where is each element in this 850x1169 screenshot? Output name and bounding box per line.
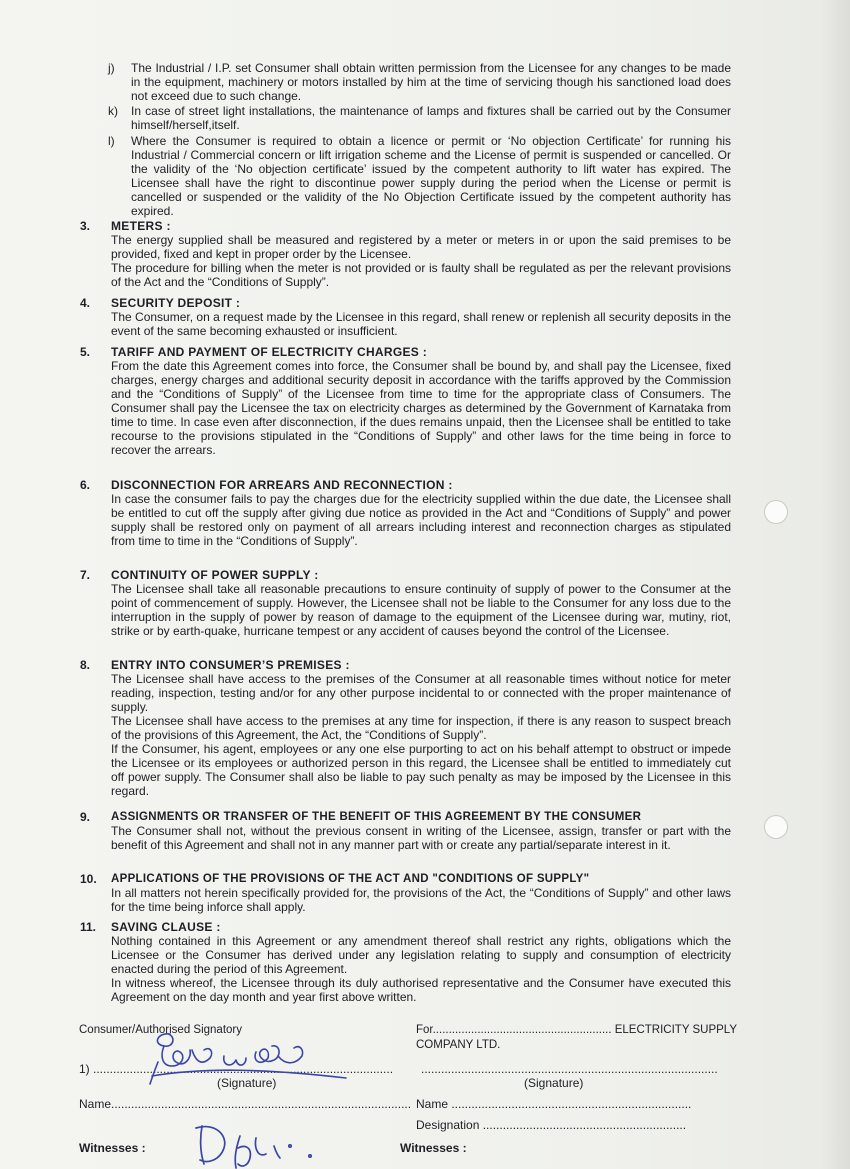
section-continuity xyxy=(80,568,731,638)
clause-text: The Industrial / I.P. set Consumer shall obtain written permission from the Licensee for any changes to be made in the equipment, machinery or motors installed by him at the time of servicing though his sanctioned load does not exceed due to such change. xyxy=(131,61,731,103)
page-edge-shadow xyxy=(820,0,850,1169)
section-paragraph: In all matters not herein specifically provided for, the provisions of the Act, the “Conditions of Supply” and other laws for the time being inforce shall apply. xyxy=(111,886,731,914)
clause-item-l xyxy=(108,134,731,218)
clause-item-j xyxy=(108,61,731,103)
section-tariff xyxy=(80,345,731,457)
licensee-signature-label: (Signature) xyxy=(524,1076,584,1090)
licensee-designation-line: Designation ............................................................. xyxy=(416,1118,687,1132)
consumer-signature-label: (Signature) xyxy=(217,1076,277,1090)
section-assignments xyxy=(80,810,731,852)
section-heading: SECURITY DEPOSIT : xyxy=(111,296,241,310)
section-applications xyxy=(80,872,731,914)
section-saving-clause xyxy=(80,920,731,1004)
section-heading: APPLICATIONS OF THE PROVISIONS OF THE ACT AND "CONDITIONS OF SUPPLY" xyxy=(111,873,590,885)
section-heading: TARIFF AND PAYMENT OF ELECTRICITY CHARGES : xyxy=(111,345,428,359)
consumer-handwritten-signature xyxy=(140,1022,370,1088)
punch-hole xyxy=(764,500,788,524)
section-heading: ASSIGNMENTS OR TRANSFER OF THE BENEFIT OF THIS AGREEMENT BY THE CONSUMER xyxy=(111,811,642,823)
section-number: 11. xyxy=(80,920,97,934)
section-paragraph: The Licensee shall have access to the premises of the Consumer at all reasonable times without notice for meter reading, inspection, testing and/or for any other purpose incidental to or connected with the proper maintenance of supply. xyxy=(111,672,731,714)
consumer-witnesses-label: Witnesses : xyxy=(79,1141,146,1155)
section-security-deposit xyxy=(80,296,731,338)
section-paragraph: Nothing contained in this Agreement or any amendment thereof shall restrict any rights, obligations which the Licensee or the Consumer has derived under any legislation relating to supply and consumption of electricity enacted during the period of this Agreement. xyxy=(111,934,731,976)
licensee-for-line: For........................................................ ELECTRICITY SUPPLY xyxy=(416,1024,738,1036)
section-number: 4. xyxy=(80,296,91,310)
clause-text: In case of street light installations, the maintenance of lamps and fixtures shall be carried out by the Consumer himself/herself,itself. xyxy=(131,104,731,132)
section-heading: SAVING CLAUSE : xyxy=(111,920,221,934)
licensee-witnesses-label: Witnesses : xyxy=(400,1141,467,1155)
section-number: 7. xyxy=(80,568,91,582)
section-entry-premises xyxy=(80,658,731,798)
section-paragraph: The Licensee shall have access to the premises at any time for inspection, if there is any reason to suspect breach of the provisions of this Agreement, the Act, the “Conditions of Supply”. xyxy=(111,714,731,742)
clause-letter: l) xyxy=(108,134,115,148)
section-paragraph: In witness whereof, the Licensee through its duly authorised representative and the Consumer have executed this Agreement on the day month and year first above written. xyxy=(111,976,731,1004)
licensee-name-line: Name ........................................................................ xyxy=(416,1097,692,1111)
section-disconnection xyxy=(80,478,731,548)
section-number: 5. xyxy=(80,345,91,359)
clause-letter: j) xyxy=(108,61,115,75)
section-heading: DISCONNECTION FOR ARREARS AND RECONNECTION : xyxy=(111,478,453,492)
section-meters xyxy=(80,219,731,289)
section-paragraph: In case the consumer fails to pay the charges due for the electricity supplied within the due date, the Licensee shall be entitled to cut off the supply after giving due notice as provided in the Act and “Conditions of Supply” and power supply shall be restored only on payment of all arrears including interest and reconnection charges as stipulated from time to time in the “Conditions of Supply”. xyxy=(111,492,731,548)
section-number: 8. xyxy=(80,658,91,672)
section-paragraph: If the Consumer, his agent, employees or any one else purporting to act on his behalf attempt to obstruct or impede the Licensee or its employees or authorized person in this regard, the Licensee shall be entitled to immediately cut off power supply. The Consumer shall also be liable to pay such penalty as may be imposed by the Licensee in this regard. xyxy=(111,742,731,798)
section-paragraph: The Licensee shall take all reasonable precautions to ensure continuity of supply of power to the Consumer at the point of commencement of supply. However, the Licensee shall not be liable to the Consumer for any loss due to the interruption in the supply of power by reason of damage to the equipment of the Licensee during war, mutiny, riot, strike or by earth-quake, hurricane tempest or any accident of causes beyond the control of the Licensee. xyxy=(111,582,731,638)
section-paragraph: The energy supplied shall be measured and registered by a meter or meters in or upon the said premises to be provided, fixed and kept in proper order by the Licensee. xyxy=(111,233,731,261)
section-heading: CONTINUITY OF POWER SUPPLY : xyxy=(111,568,319,582)
consumer-name-line: Name.......................................................................................... xyxy=(79,1097,412,1111)
licensee-signature-line: ......................................................................................... xyxy=(421,1062,718,1076)
punch-hole xyxy=(764,815,788,839)
section-paragraph: The procedure for billing when the meter is not provided or is faulty shall be regulated as per the relevant provisions of the Act and the “Conditions of Supply”. xyxy=(111,261,731,289)
section-number: 6. xyxy=(80,478,91,492)
section-number: 3. xyxy=(80,219,91,233)
section-heading: METERS : xyxy=(111,219,171,233)
clause-letter: k) xyxy=(108,104,118,118)
clause-text: Where the Consumer is required to obtain a licence or permit or ‘No objection Certificate’ for running his Industrial / Commercial concern or lift irrigation scheme and the License of permit is suspended or cancelled. Or the validity of the ‘No objection certificate’ issued by the competent authority to lift water has expired. The Licensee shall have the right to discontinue power supply during the period when the License or permit is cancelled or suspended or the validity of the No Objection Certificate issued by the competent authority has expired. xyxy=(131,134,731,218)
consumer-signature-line: 1) .......................................................................................... xyxy=(79,1062,394,1076)
section-number: 9. xyxy=(80,810,91,824)
witness-handwritten-signature xyxy=(186,1118,336,1169)
licensee-company-name: COMPANY LTD. xyxy=(416,1039,501,1051)
section-paragraph: The Consumer shall not, without the previous consent in writing of the Licensee, assign, transfer or part with the benefit of this Agreement and shall not in any manner part with or create any partial/separate interest in it. xyxy=(111,824,731,852)
section-number: 10. xyxy=(80,872,97,886)
section-heading: ENTRY INTO CONSUMER’S PREMISES : xyxy=(111,658,350,672)
consumer-signatory-heading: Consumer/Authorised Signatory xyxy=(79,1024,242,1036)
section-paragraph: The Consumer, on a request made by the Licensee in this regard, shall renew or replenish all security deposits in the event of the same becoming exhausted or insufficient. xyxy=(111,310,731,338)
section-paragraph: From the date this Agreement comes into force, the Consumer shall be bound by, and shall pay the Licensee, fixed charges, energy charges and additional security deposit in accordance with the tariffs approved by the Commission and the “Conditions of Supply” of the Licensee from time to time for the appropriate class of Consumers. The Consumer shall pay the Licensee the tax on electricity charges as determined by the Government of Karnataka from time to time. In case even after disconnection, if the dues remains unpaid, then the Licensee shall be entitled to take recourse to the provisions stipulated in the “Conditions of Supply” and other laws for the time being in force to recover the arrears. xyxy=(111,359,731,457)
clause-item-k xyxy=(108,104,731,132)
